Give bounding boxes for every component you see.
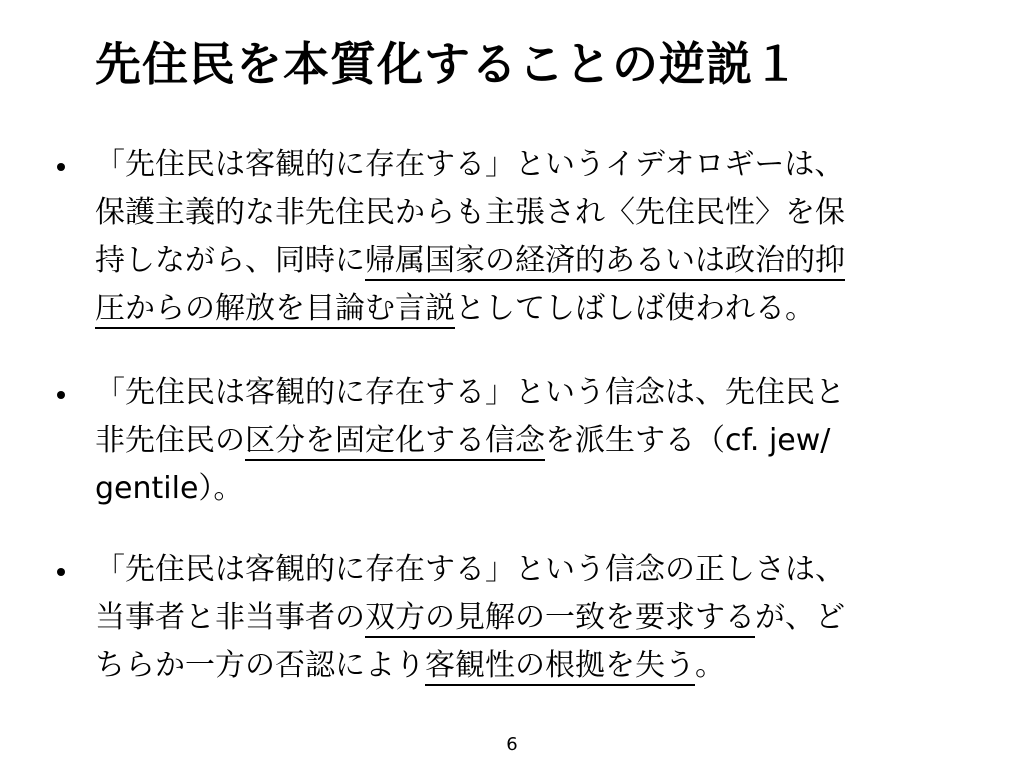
- text-segment: 持しながら、同時に: [95, 243, 365, 278]
- underlined-phrase: 圧からの解放を目論む言説: [95, 291, 455, 329]
- bullet-line: [95, 189, 1000, 237]
- bullet-line: [95, 141, 1000, 189]
- bullet-item: [95, 369, 1000, 513]
- bullet-dot-icon: [57, 163, 65, 171]
- underlined-phrase: 区分を固定化する信念: [245, 423, 545, 461]
- bullet-line: [95, 642, 1000, 690]
- text-segment: 。: [695, 648, 725, 683]
- text-segment: ちらか一方の否認により: [95, 648, 425, 683]
- text-segment: 「先住民は客観的に存在する」という信念は、先住民と: [95, 375, 845, 410]
- text-segment: 当事者と非当事者の: [95, 600, 365, 635]
- bullet-line: [95, 546, 1000, 594]
- text-segment: 保護主義的な非先住民からも主張され〈先住民性〉を保: [95, 195, 845, 230]
- text-segment: としてしばしば使われる。: [455, 291, 815, 326]
- text-segment: 「先住民は客観的に存在する」というイデオロギーは、: [95, 147, 845, 182]
- bullet-dot-icon: [57, 568, 65, 576]
- text-segment: が、ど: [755, 600, 845, 635]
- slide-title: 先住民を本質化することの逆説１: [95, 37, 800, 91]
- bullet-line: [95, 237, 1000, 285]
- bullet-line: [95, 594, 1000, 642]
- underlined-phrase: 客観性の根拠を失う: [425, 648, 695, 686]
- bullet-item: [95, 546, 1000, 690]
- text-segment: 「先住民は客観的に存在する」という信念の正しさは、: [95, 552, 845, 587]
- bullet-dot-icon: [57, 391, 65, 399]
- underlined-phrase: 帰属国家の経済的あるいは政治的抑: [365, 243, 845, 281]
- bullet-line: [95, 285, 1000, 333]
- bullet-item: [95, 141, 1000, 333]
- bullet-line: [95, 369, 1000, 417]
- bullet-line: [95, 465, 1000, 513]
- underlined-phrase: 双方の見解の一致を要求する: [365, 600, 755, 638]
- text-segment: gentile）。: [95, 471, 244, 506]
- bullet-line: [95, 417, 1000, 465]
- page-number: 6: [506, 734, 518, 755]
- text-segment: を派生する（cf. jew/: [545, 423, 831, 458]
- text-segment: 非先住民の: [95, 423, 245, 458]
